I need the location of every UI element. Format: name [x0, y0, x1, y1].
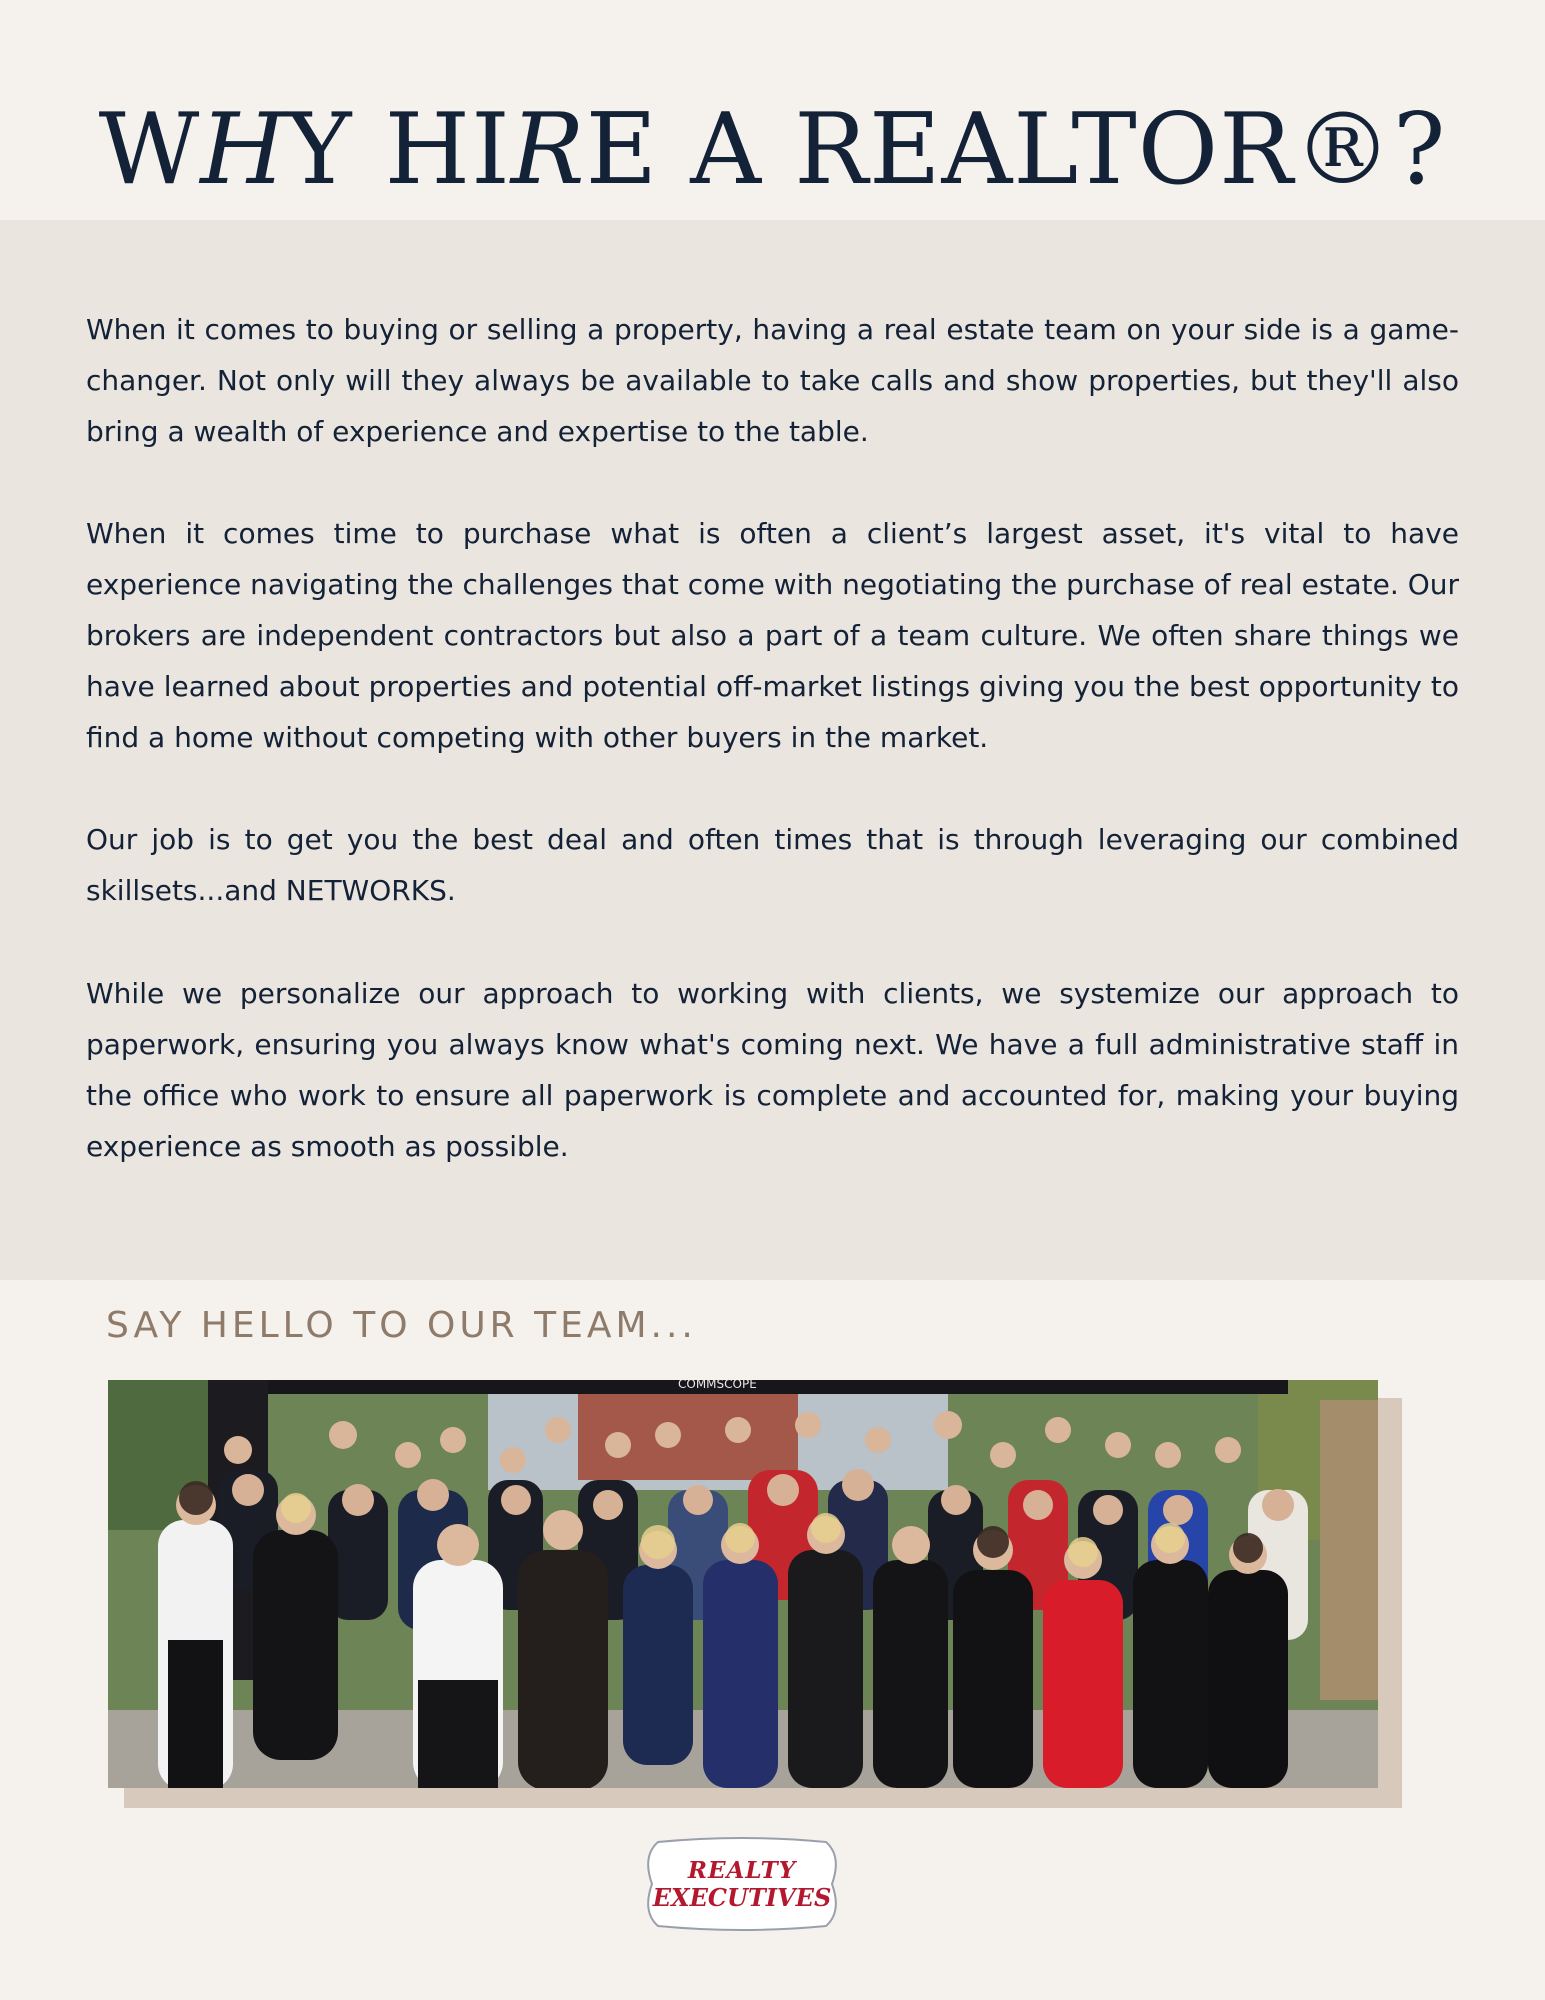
realty-executives-logo — [636, 1836, 848, 1932]
body-paragraph: While we personalize our approach to working with clients, we systemize our approach to paperwork, ensuring you always know what's coming next. We have a full administrative staff in the office who work to ensure all paperwork is complete and accounted for, making your buying experience as smooth as possible. — [86, 977, 1459, 1163]
page-title — [0, 92, 1545, 208]
body-paragraph: Our job is to get you the best deal and often times that is through leveraging our combined skillsets...and NETWORKS. — [86, 823, 1459, 907]
title-part: W — [98, 93, 201, 207]
logo-line-executives: EXECUTIVES — [652, 1883, 832, 1912]
title-part: Y HI — [286, 93, 511, 207]
title-part: R — [510, 93, 586, 207]
team-heading: SAY HELLO TO OUR TEAM... — [106, 1305, 697, 1346]
team-photo — [108, 1380, 1378, 1788]
logo-line-realty: REALTY — [687, 1857, 797, 1884]
content-band — [0, 220, 1545, 1280]
body-paragraph: When it comes to buying or selling a property, having a real estate team on your side is a game-changer. Not only will they always be available to take calls and show properties, but they'll also bring a wealth of experience and expertise to the table. — [86, 313, 1459, 448]
title-part: E A REALTOR®? — [585, 93, 1447, 207]
photo-sign-text: COMMSCOPE — [678, 1380, 757, 1391]
title-part: H — [200, 93, 287, 207]
team-photo-illustration — [108, 1380, 1378, 1788]
body-paragraph: When it comes time to purchase what is often a client’s largest asset, it's vital to have experience navigating the challenges that come with negotiating the purchase of real estate. Our brokers are independent contractors but also a part of a team culture. We often share things we have learned about properties and potential off-market listings giving you the best opportunity to find a home without competing with other buyers in the market. — [86, 517, 1459, 754]
